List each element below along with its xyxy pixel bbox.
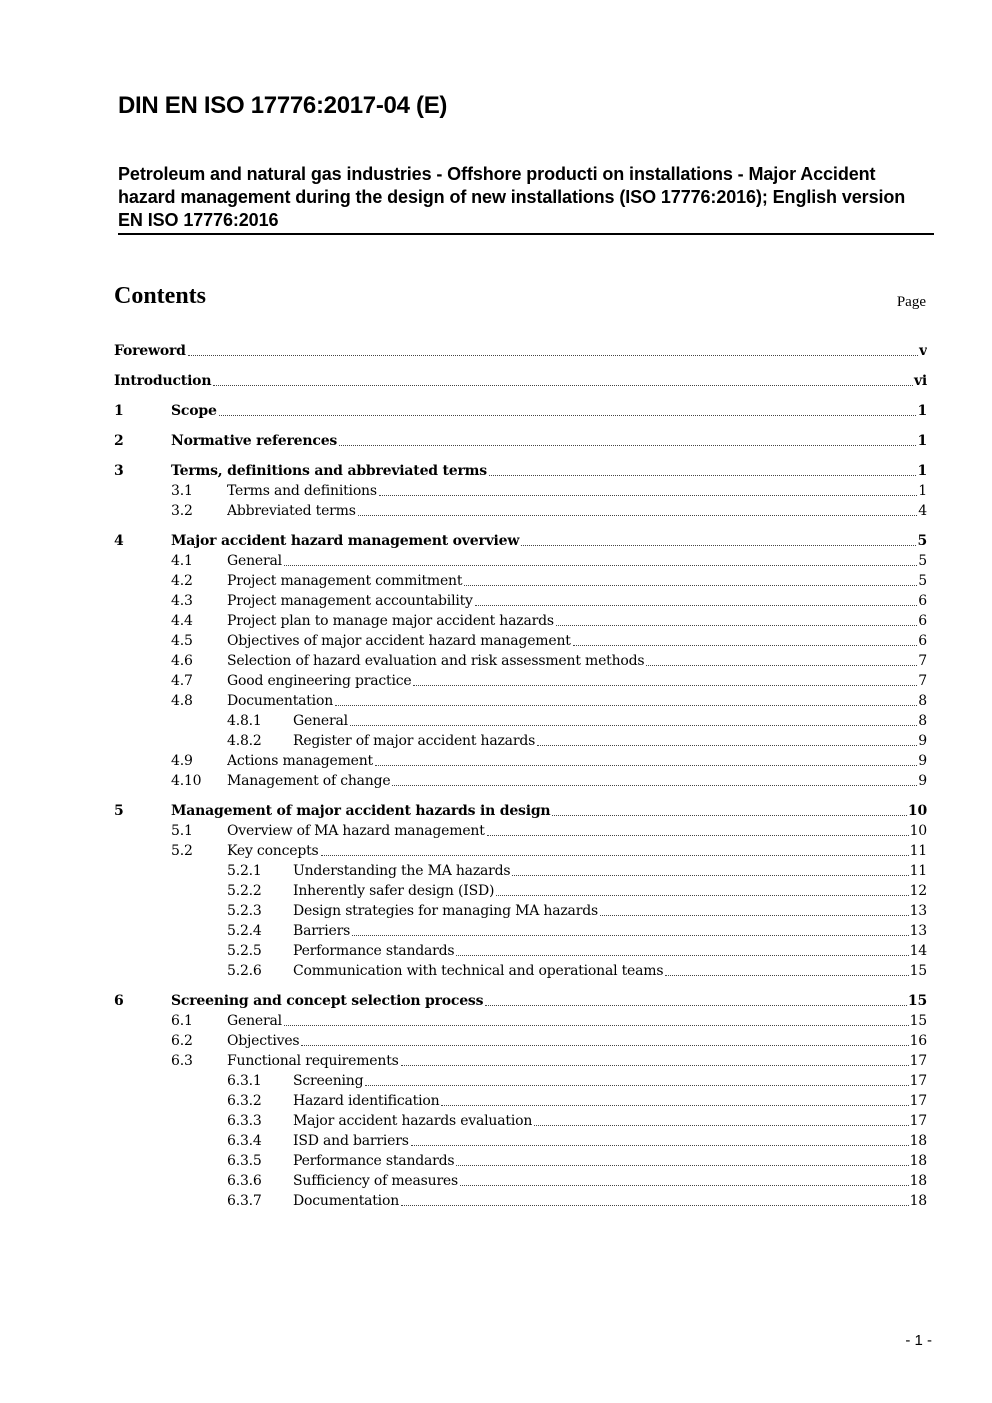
toc-entry-number: 5.2.4 [227, 923, 262, 939]
dot-leader [496, 895, 908, 896]
toc-entry-line [114, 371, 927, 391]
toc-entry-line [293, 1171, 927, 1191]
toc-entry-title[interactable]: Key concepts [227, 843, 319, 859]
toc-entry-line [227, 611, 927, 631]
dot-leader [456, 955, 908, 956]
toc-entry-title[interactable]: Terms and definitions [227, 483, 377, 499]
toc-entry-number: 6.1 [171, 1013, 193, 1029]
toc-entry[interactable] [114, 880, 927, 900]
toc-entry-page[interactable]: 1 [917, 403, 927, 419]
toc-entry-page[interactable]: 13 [909, 923, 927, 939]
toc-entry[interactable] [114, 460, 927, 480]
toc-entry-page[interactable]: v [919, 343, 927, 359]
toc-entry-title[interactable]: Management of change [227, 773, 391, 789]
toc-entry-page[interactable]: 11 [909, 863, 927, 879]
dot-leader [335, 705, 917, 706]
toc-entry-title[interactable]: Major accident hazard management overview [171, 533, 520, 549]
dot-leader [413, 685, 917, 686]
toc-entry[interactable] [114, 1050, 927, 1070]
toc-entry-page[interactable]: 12 [909, 883, 927, 899]
toc-entry-line [293, 881, 927, 901]
toc-entry[interactable] [114, 590, 927, 610]
toc-entry-line [293, 1091, 927, 1111]
toc-entry-title[interactable]: ISD and barriers [293, 1133, 409, 1149]
toc-entry[interactable] [114, 670, 927, 690]
toc-entry-number: 3.2 [171, 503, 193, 519]
dot-leader [188, 355, 918, 356]
toc-entry-page[interactable]: 10 [909, 823, 927, 839]
toc-entry-line [171, 991, 927, 1011]
toc-entry-title[interactable]: Communication with technical and operational teams [293, 963, 664, 979]
toc-entry-line [227, 821, 927, 841]
dot-leader [646, 665, 917, 666]
toc-entry[interactable] [114, 1190, 927, 1210]
toc-entry-number: 4.7 [171, 673, 193, 689]
toc-entry-page[interactable]: 6 [918, 593, 927, 609]
page-number: - 1 - [905, 1332, 932, 1349]
toc-entry-title[interactable]: Good engineering practice [227, 673, 412, 689]
toc-entry-title[interactable]: Barriers [293, 923, 351, 939]
toc-entry[interactable] [114, 400, 927, 420]
toc-entry-title[interactable]: Objectives of major accident hazard management [227, 633, 571, 649]
toc-entry-title[interactable]: Actions management [227, 753, 373, 769]
toc-entry-number: 4.6 [171, 653, 193, 669]
toc-entry-title[interactable]: Design strategies for managing MA hazards [293, 903, 598, 919]
toc-entry-number: 6.2 [171, 1033, 193, 1049]
toc-entry-page[interactable]: 7 [918, 673, 927, 689]
toc-entry-page[interactable]: 17 [909, 1053, 927, 1069]
toc-entry-number: 4 [114, 533, 124, 549]
toc-entry-page[interactable]: 13 [909, 903, 927, 919]
toc-entry[interactable] [114, 1070, 927, 1090]
toc-entry-page[interactable]: vi [913, 373, 927, 389]
toc-entry-number: 6.3.7 [227, 1193, 262, 1209]
dot-leader [512, 875, 908, 876]
toc-entry[interactable] [114, 1170, 927, 1190]
toc-entry-line [293, 711, 927, 731]
dot-leader [411, 1145, 909, 1146]
table-of-contents [114, 340, 927, 1210]
dot-leader [379, 495, 917, 496]
toc-entry[interactable] [114, 500, 927, 520]
dot-leader [600, 915, 909, 916]
toc-entry-number: 5.2.1 [227, 863, 262, 879]
toc-entry-line [227, 651, 927, 671]
toc-entry-number: 5.2 [171, 843, 193, 859]
toc-entry-page[interactable]: 15 [909, 963, 927, 979]
toc-entry[interactable] [114, 1130, 927, 1150]
toc-entry-number: 6 [114, 993, 124, 1009]
toc-entry-page[interactable]: 10 [907, 803, 927, 819]
toc-entry-page[interactable]: 11 [909, 843, 927, 859]
dot-leader [219, 415, 917, 416]
toc-entry-title[interactable]: Selection of hazard evaluation and risk assessment methods [227, 653, 645, 669]
toc-entry-number: 6.3.5 [227, 1153, 262, 1169]
toc-entry[interactable] [114, 730, 927, 750]
toc-entry-number: 5.2.6 [227, 963, 262, 979]
dot-leader [339, 445, 916, 446]
toc-entry-title[interactable]: Scope [171, 403, 217, 419]
dot-leader [358, 515, 918, 516]
toc-entry-line [171, 431, 927, 451]
toc-entry-title[interactable]: Performance standards [293, 1153, 455, 1169]
toc-entry[interactable] [114, 610, 927, 630]
toc-entry-number: 4.8.1 [227, 713, 262, 729]
toc-entry-number: 4.4 [171, 613, 193, 629]
toc-entry-line [171, 461, 927, 481]
dot-leader [213, 385, 913, 386]
toc-entry-line [227, 571, 927, 591]
toc-entry-page[interactable]: 1 [917, 433, 927, 449]
dot-leader [556, 625, 917, 626]
document-id: DIN EN ISO 17776:2017-04 (E) [118, 92, 448, 119]
dot-leader [401, 1065, 909, 1066]
toc-entry-page[interactable]: 1 [918, 483, 927, 499]
dot-leader [456, 1165, 908, 1166]
dot-leader [475, 605, 918, 606]
toc-entry-page[interactable]: 5 [917, 533, 927, 549]
dot-leader [460, 1185, 909, 1186]
dot-leader [375, 765, 917, 766]
toc-entry-page[interactable]: 14 [909, 943, 927, 959]
toc-entry-line [227, 671, 927, 691]
toc-entry-title[interactable]: General [227, 553, 282, 569]
toc-entry-number: 3 [114, 463, 124, 479]
toc-entry-title[interactable]: Documentation [293, 1193, 400, 1209]
dot-leader [665, 975, 908, 976]
toc-entry[interactable] [114, 370, 927, 390]
toc-entry-title[interactable]: Foreword [114, 343, 186, 359]
toc-entry-line [171, 531, 927, 551]
toc-entry[interactable] [114, 710, 927, 730]
toc-entry-number: 5.2.2 [227, 883, 262, 899]
toc-entry-page[interactable]: 15 [907, 993, 927, 1009]
toc-entry-line [293, 861, 927, 881]
toc-entry-page[interactable]: 18 [909, 1133, 927, 1149]
toc-entry-number: 6.3.2 [227, 1093, 262, 1109]
toc-entry-page[interactable]: 9 [918, 753, 927, 769]
toc-entry-number: 4.5 [171, 633, 193, 649]
toc-entry-page[interactable]: 15 [909, 1013, 927, 1029]
toc-entry-line [114, 341, 927, 361]
toc-entry-number: 6.3.1 [227, 1073, 262, 1089]
toc-entry-number: 4.9 [171, 753, 193, 769]
document-title: Petroleum and natural gas industries - Offshore producti on installations - Major Accident hazard management during the design of new installations (ISO 17776:2016); English version EN ISO 17776:2016 [118, 164, 906, 230]
toc-entry-line [227, 481, 927, 501]
toc-entry-title[interactable]: Abbreviated terms [227, 503, 356, 519]
toc-entry-line [227, 841, 927, 861]
toc-entry[interactable] [114, 530, 927, 550]
toc-entry-number: 4.8.2 [227, 733, 262, 749]
toc-entry[interactable] [114, 1030, 927, 1050]
toc-entry-page[interactable]: 18 [909, 1173, 927, 1189]
toc-entry-title[interactable]: Hazard identification [293, 1093, 440, 1109]
toc-entry[interactable] [114, 550, 927, 570]
toc-entry-number: 6.3.6 [227, 1173, 262, 1189]
dot-leader [464, 585, 917, 586]
toc-entry-page[interactable]: 9 [918, 733, 927, 749]
dot-leader [284, 1025, 909, 1026]
toc-entry-line [293, 941, 927, 961]
toc-entry-title[interactable]: Introduction [114, 373, 212, 389]
toc-entry-title[interactable]: Project plan to manage major accident hazards [227, 613, 554, 629]
toc-entry-line [171, 801, 927, 821]
toc-entry[interactable] [114, 990, 927, 1010]
toc-entry-title[interactable]: Documentation [227, 693, 334, 709]
dot-leader [573, 645, 918, 646]
toc-entry-title[interactable]: Performance standards [293, 943, 455, 959]
dot-leader [401, 1205, 909, 1206]
toc-entry-page[interactable]: 6 [918, 633, 927, 649]
title-underline [118, 233, 934, 235]
dot-leader [441, 1105, 908, 1106]
toc-entry-title[interactable]: Objectives [227, 1033, 300, 1049]
dot-leader [301, 1045, 908, 1046]
toc-entry-title[interactable]: General [293, 713, 348, 729]
toc-entry[interactable] [114, 480, 927, 500]
dot-leader [321, 855, 909, 856]
toc-entry[interactable] [114, 770, 927, 790]
toc-entry[interactable] [114, 1150, 927, 1170]
toc-entry[interactable] [114, 900, 927, 920]
toc-entry[interactable] [114, 1090, 927, 1110]
toc-entry-title[interactable]: Inherently safer design (ISD) [293, 883, 495, 899]
toc-entry[interactable] [114, 750, 927, 770]
toc-entry[interactable] [114, 630, 927, 650]
toc-entry-title[interactable]: Terms, definitions and abbreviated terms [171, 463, 487, 479]
toc-entry-title[interactable]: Functional requirements [227, 1053, 399, 1069]
toc-entry-page[interactable]: 1 [917, 463, 927, 479]
toc-entry-page[interactable]: 4 [918, 503, 927, 519]
toc-entry-page[interactable]: 16 [909, 1033, 927, 1049]
toc-entry-line [227, 551, 927, 571]
dot-leader [365, 1085, 908, 1086]
toc-entry-title[interactable]: Understanding the MA hazards [293, 863, 511, 879]
toc-entry-title[interactable]: Project management commitment [227, 573, 463, 589]
toc-entry-page[interactable]: 18 [909, 1153, 927, 1169]
toc-entry[interactable] [114, 940, 927, 960]
toc-entry[interactable] [114, 800, 927, 820]
toc-entry-number: 4.8 [171, 693, 193, 709]
toc-entry-number: 3.1 [171, 483, 193, 499]
toc-entry-title[interactable]: Overview of MA hazard management [227, 823, 485, 839]
toc-entry-line [227, 501, 927, 521]
dot-leader [487, 835, 909, 836]
toc-entry[interactable] [114, 650, 927, 670]
toc-entry-number: 1 [114, 403, 124, 419]
toc-entry-title[interactable]: Register of major accident hazards [293, 733, 536, 749]
dot-leader [534, 1125, 908, 1126]
toc-entry-line [293, 1131, 927, 1151]
dot-leader [350, 725, 917, 726]
toc-entry-title[interactable]: Normative references [171, 433, 338, 449]
toc-entry-title[interactable]: General [227, 1013, 282, 1029]
toc-entry-line [227, 771, 927, 791]
toc-entry[interactable] [114, 340, 927, 360]
toc-entry-page[interactable]: 5 [918, 573, 927, 589]
dot-leader [537, 745, 917, 746]
toc-entry-line [227, 631, 927, 651]
toc-entry[interactable] [114, 570, 927, 590]
toc-entry-line [293, 961, 927, 981]
toc-entry-line [227, 751, 927, 771]
toc-entry[interactable] [114, 840, 927, 860]
toc-entry-line [293, 921, 927, 941]
toc-entry-page[interactable]: 8 [918, 693, 927, 709]
toc-entry-number: 4.3 [171, 593, 193, 609]
dot-leader [284, 565, 917, 566]
toc-entry-number: 6.3 [171, 1053, 193, 1069]
toc-entry-page[interactable]: 7 [918, 653, 927, 669]
dot-leader [352, 935, 909, 936]
toc-entry-number: 6.3.3 [227, 1113, 262, 1129]
toc-entry-page[interactable]: 9 [918, 773, 927, 789]
toc-entry-number: 4.10 [171, 773, 202, 789]
toc-entry-line [293, 1191, 927, 1211]
toc-entry[interactable] [114, 860, 927, 880]
dot-leader [489, 475, 916, 476]
toc-entry-line [293, 1151, 927, 1171]
toc-entry[interactable] [114, 960, 927, 980]
toc-entry-page[interactable]: 17 [909, 1073, 927, 1089]
dot-leader [521, 545, 916, 546]
toc-entry-page[interactable]: 17 [909, 1113, 927, 1129]
toc-entry-page[interactable]: 17 [909, 1093, 927, 1109]
toc-entry-number: 5 [114, 803, 124, 819]
toc-entry-title[interactable]: Screening and concept selection process [171, 993, 484, 1009]
toc-entry-number: 5.1 [171, 823, 193, 839]
toc-entry-number: 4.1 [171, 553, 193, 569]
toc-entry-number: 5.2.5 [227, 943, 262, 959]
toc-entry-page[interactable]: 18 [909, 1193, 927, 1209]
toc-entry[interactable] [114, 820, 927, 840]
dot-leader [392, 785, 917, 786]
toc-entry-title[interactable]: Major accident hazards evaluation [293, 1113, 533, 1129]
toc-entry-number: 4.2 [171, 573, 193, 589]
toc-entry-page[interactable]: 5 [918, 553, 927, 569]
toc-entry[interactable] [114, 690, 927, 710]
toc-entry-title[interactable]: Project management accountability [227, 593, 473, 609]
toc-entry[interactable] [114, 1010, 927, 1030]
toc-entry-title[interactable]: Sufficiency of measures [293, 1173, 458, 1189]
toc-entry-line [227, 691, 927, 711]
toc-entry-line [227, 1031, 927, 1051]
contents-heading: Contents [114, 283, 207, 309]
toc-entry-title[interactable]: Management of major accident hazards in design [171, 803, 551, 819]
dot-leader [485, 1005, 907, 1006]
toc-entry-title[interactable]: Screening [293, 1073, 364, 1089]
toc-entry-line [227, 1011, 927, 1031]
toc-entry-line [293, 1111, 927, 1131]
toc-entry-line [293, 731, 927, 751]
toc-entry-line [171, 401, 927, 421]
toc-entry-number: 5.2.3 [227, 903, 262, 919]
toc-entry[interactable] [114, 1110, 927, 1130]
dot-leader [552, 815, 906, 816]
toc-entry-number: 2 [114, 433, 124, 449]
toc-entry-page[interactable]: 6 [918, 613, 927, 629]
toc-entry-number: 6.3.4 [227, 1133, 262, 1149]
toc-entry-line [293, 1071, 927, 1091]
toc-entry[interactable] [114, 920, 927, 940]
toc-entry-page[interactable]: 8 [918, 713, 927, 729]
toc-entry-line [293, 901, 927, 921]
toc-entry-line [227, 1051, 927, 1071]
page-column-label: Page [896, 294, 926, 310]
toc-entry[interactable] [114, 430, 927, 450]
toc-entry-line [227, 591, 927, 611]
